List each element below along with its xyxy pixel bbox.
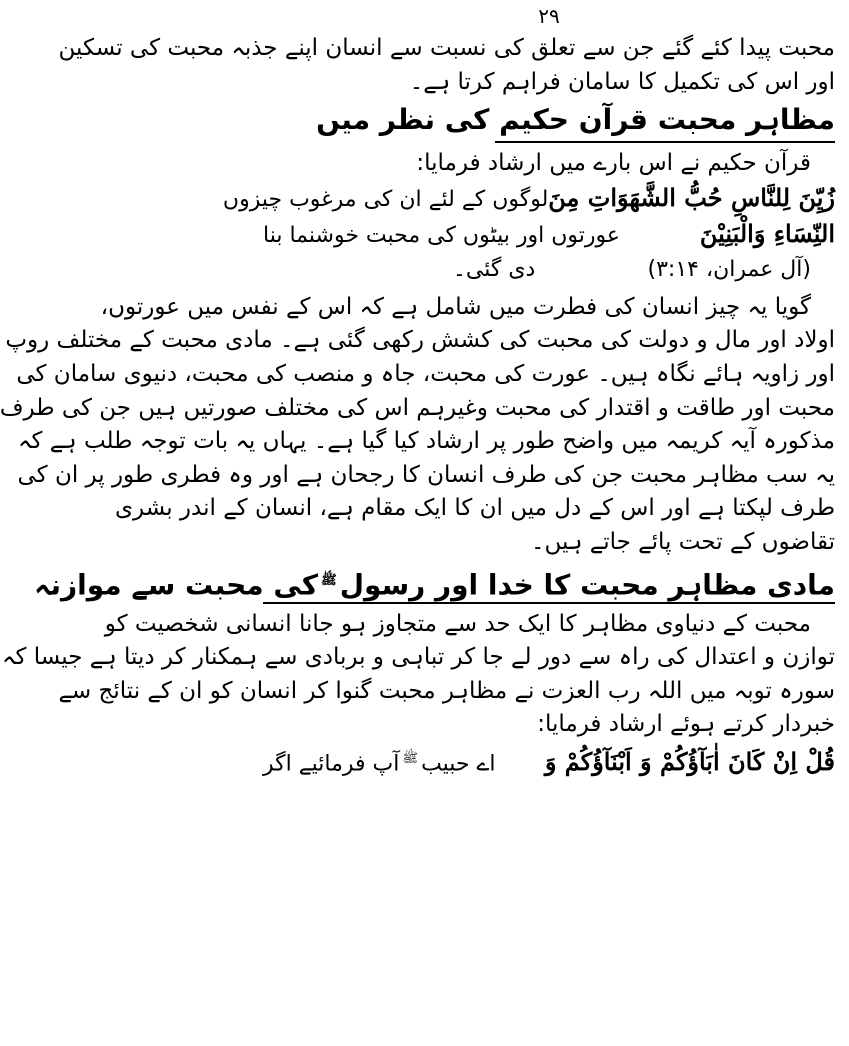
paragraph-line: مذکورہ آیہ کریمہ میں واضح طور پر ارشاد کیا گیا ہے۔ یہاں یہ بات توجہ طلب ہے کہ bbox=[17, 428, 835, 455]
paragraph-line: یہ سب مظاہر محبت جن کی طرف انسان کا رجحان ہے اور وہ فطری طور پر ان کی bbox=[17, 461, 835, 488]
salutation-glyph: ﷺ bbox=[321, 572, 337, 588]
verse-reference: (آل عمران، ۳:۱۴) bbox=[647, 256, 811, 282]
paragraph-line: خبردار کرتے ہوئے ارشاد فرمایا: bbox=[537, 711, 835, 738]
verse-row-1 bbox=[222, 181, 835, 217]
translation-final-part-1: اے حبیب bbox=[421, 751, 496, 777]
verse-row-2 bbox=[263, 217, 835, 253]
heading-underline bbox=[495, 141, 835, 143]
translation-final-part-2: آپ فرمائیے اگر bbox=[263, 751, 400, 777]
section-heading-quran bbox=[263, 99, 835, 143]
paragraph-line: اولاد اور مال و دولت کی محبت کی کشش رکھی گئی ہے۔ مادی محبت کے مختلف روپ bbox=[5, 327, 835, 354]
paragraph-line: طرف لپکتا ہے اور اس کے دل میں ان کا ایک مقام ہے، انسان کے اندر بشری bbox=[115, 495, 835, 522]
paragraph-line: گویا یہ چیز انسان کی فطرت میں شامل ہے کہ اس کے نفس میں عورتوں، bbox=[100, 293, 811, 320]
arabic-verse-line-2: النِّسَاءِ وَالْبَنِيْنَ bbox=[699, 218, 835, 248]
paragraph-line: توازن و اعتدال کی راہ سے دور لے جا کر تباہی و بربادی سے ہمکنار کر دیتا ہے جیسا کہ bbox=[2, 644, 835, 671]
section-heading-comparison-part-1: مادی مظاہر محبت کا خدا اور رسول bbox=[339, 567, 835, 601]
salutation-glyph: ﷺ bbox=[402, 750, 419, 766]
verse-row-final bbox=[263, 742, 835, 781]
intro-line-2: اور اس کی تکمیل کا سامان فراہم کرتا ہے۔ bbox=[409, 68, 835, 95]
translation-line-3: دی گئی۔ bbox=[453, 256, 536, 282]
paragraph-line: محبت اور طاقت و اقتدار کی محبت وغیرہم اس کی مختلف صورتیں ہیں جن کی طرف bbox=[0, 394, 835, 421]
translation-line-1: لوگوں کے لئے ان کی مرغوب چیزوں bbox=[222, 186, 549, 212]
section-heading-comparison bbox=[34, 560, 835, 604]
arabic-verse-final: قُلْ اِنْ كَانَ اٰبَآؤُكُمْ وَ اَبْنَآؤُكُمْ وَ bbox=[544, 747, 835, 777]
verse-row-3 bbox=[263, 253, 835, 287]
intro-line-1: محبت پیدا کئے گئے جن سے تعلق کی نسبت سے انسان اپنے جذبہ محبت کی تسکین bbox=[58, 35, 835, 61]
quran-lead-text: قرآن حکیم نے اس بارے میں ارشاد فرمایا: bbox=[416, 150, 811, 177]
page-number: ۲۹ bbox=[538, 4, 560, 28]
heading-underline bbox=[263, 602, 835, 604]
arabic-verse-line-1: زُيِّنَ لِلنَّاسِ حُبُّ الشَّهَوَاتِ مِنَ bbox=[548, 182, 835, 212]
paragraph-line: اور زاویہ ہائے نگاہ ہیں۔ عورت کی محبت، جاہ و منصب کی محبت، دنیوی سامان کی bbox=[16, 360, 835, 387]
paragraph-line: تقاضوں کے تحت پائے جاتے ہیں۔ bbox=[531, 528, 835, 555]
paragraph-line: محبت کے دنیاوی مظاہر کا ایک حد سے متجاوز ہو جانا انسانی شخصیت کو bbox=[104, 610, 811, 637]
section-heading-quran-text: مظاہر محبت قرآن حکیم کی نظر میں bbox=[316, 103, 835, 137]
paragraph-line: سورہ توبہ میں اللہ رب العزت نے مظاہر محبت گنوا کر انسان کو ان کے نتائج سے bbox=[58, 677, 835, 704]
translation-final bbox=[263, 742, 496, 781]
section-heading-comparison-part-2: کی محبت سے موازنہ bbox=[34, 567, 318, 601]
translation-line-2: عورتوں اور بیٹوں کی محبت خوشنما بنا bbox=[263, 222, 620, 248]
